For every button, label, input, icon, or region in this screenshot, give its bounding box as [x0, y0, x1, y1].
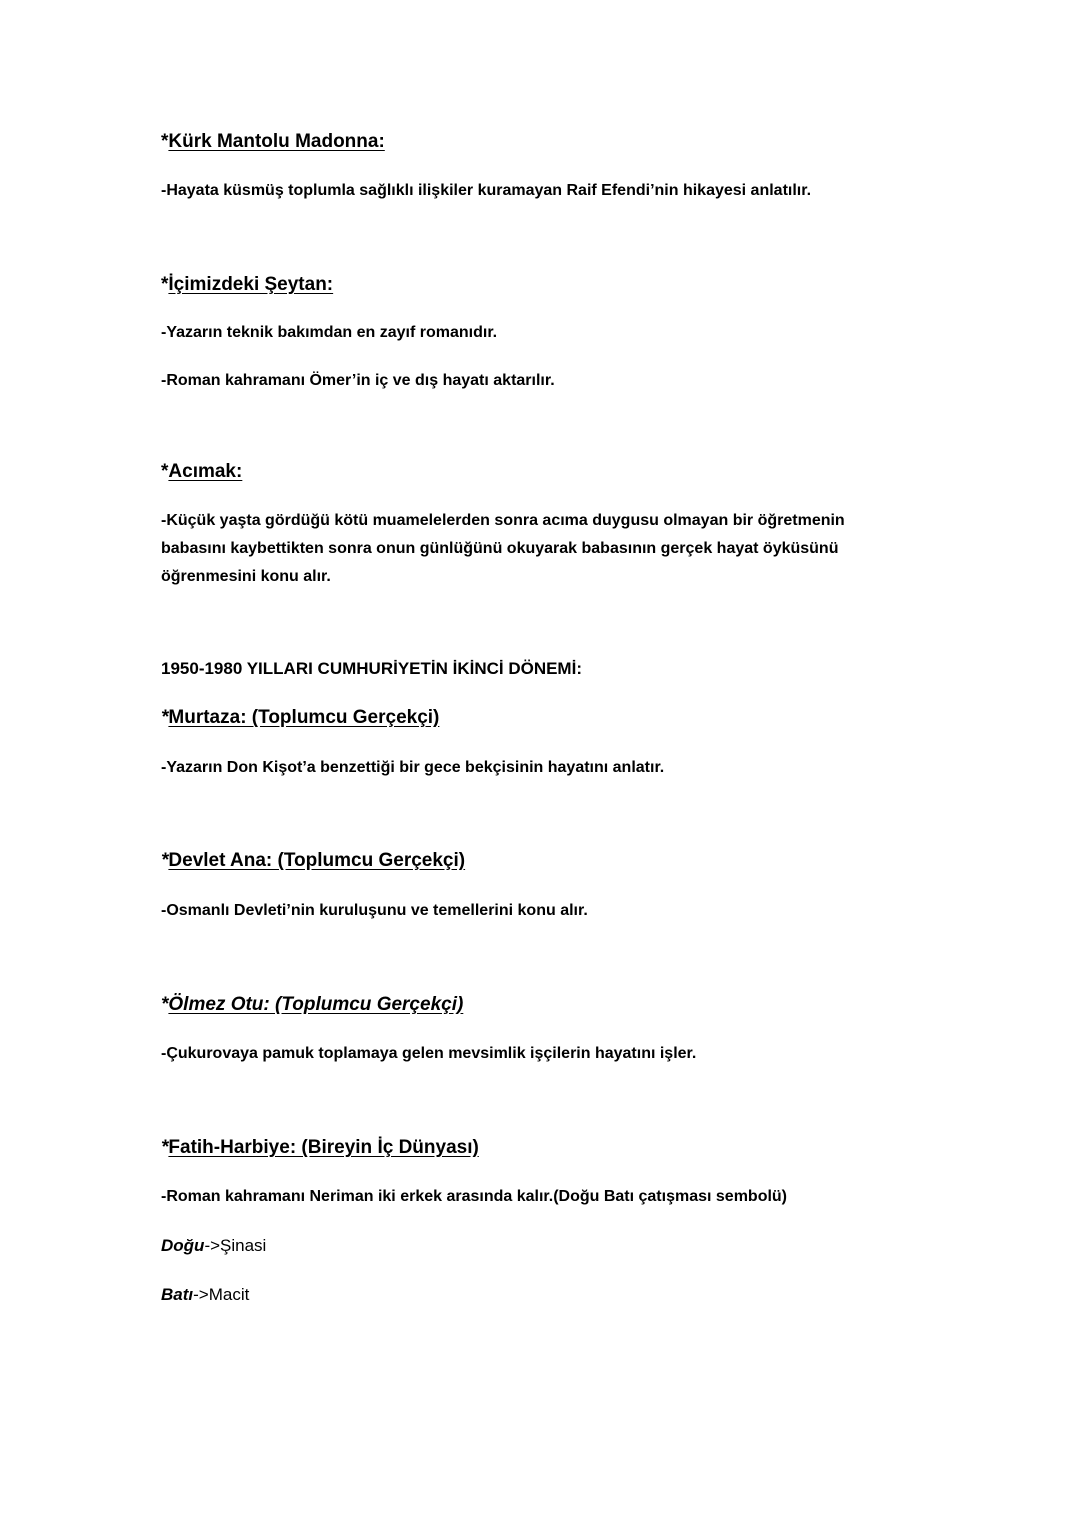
pair-arrow: ->	[193, 1285, 209, 1304]
heading-bullet: *	[161, 850, 169, 871]
novel-description-line: -Yazarın Don Kişot’a benzettiği bir gece bekçisinin hayatını anlatır.	[161, 759, 665, 776]
novel-heading-kurk-mantolu-madonna	[161, 132, 385, 151]
novel-heading-acimak	[161, 462, 242, 481]
pair-value: Macit	[208, 1285, 250, 1304]
character-pair-bati	[161, 1286, 249, 1303]
heading-title: Murtaza: (Toplumcu Gerçekçi)	[168, 707, 440, 728]
heading-bullet: *	[161, 707, 169, 728]
heading-title: Kürk Mantolu Madonna:	[168, 131, 385, 152]
pair-key: Doğu	[161, 1236, 205, 1255]
heading-bullet: *	[161, 461, 169, 482]
novel-heading-murtaza	[161, 708, 439, 727]
novel-heading-icimizdeki-seytan	[161, 275, 333, 294]
pair-value: Şinasi	[220, 1236, 267, 1255]
heading-title: İçimizdeki Şeytan:	[168, 274, 334, 295]
novel-heading-olmez-otu	[161, 995, 463, 1014]
heading-bullet: *	[161, 131, 169, 152]
novel-description-line: -Osmanlı Devleti’nin kuruluşunu ve temellerini konu alır.	[161, 902, 588, 919]
novel-description-line: -Çukurovaya pamuk toplamaya gelen mevsimlik işçilerin hayatını işler.	[161, 1045, 697, 1062]
character-pair-dogu	[161, 1237, 266, 1254]
novel-description-line: babasını kaybettikten sonra onun günlüğünü okuyarak babasının gerçek hayat öyküsünü	[161, 540, 839, 557]
novel-description-line: öğrenmesini konu alır.	[161, 568, 331, 585]
section-heading: 1950-1980 YILLARI CUMHURİYETİN İKİNCİ DÖNEMİ:	[161, 659, 582, 678]
novel-description-line: -Yazarın teknik bakımdan en zayıf romanıdır.	[161, 324, 498, 341]
novel-heading-fatih-harbiye	[161, 1138, 479, 1157]
pair-key: Batı	[161, 1285, 194, 1304]
heading-title: Devlet Ana: (Toplumcu Gerçekçi)	[168, 850, 466, 871]
pair-arrow: ->	[204, 1236, 221, 1255]
heading-title: Fatih-Harbiye: (Bireyin İç Dünyası)	[168, 1137, 479, 1158]
heading-title: Acımak:	[168, 461, 243, 482]
novel-heading-devlet-ana	[161, 851, 465, 870]
heading-title: Ölmez Otu: (Toplumcu Gerçekçi)	[168, 994, 464, 1015]
novel-description-line: -Roman kahramanı Neriman iki erkek arasında kalır.(Doğu Batı çatışması sembolü)	[161, 1188, 788, 1205]
novel-description-line: -Roman kahramanı Ömer’in iç ve dış hayatı aktarılır.	[161, 372, 555, 389]
novel-description-line: -Hayata küsmüş toplumla sağlıklı ilişkiler kuramayan Raif Efendi’nin hikayesi anlatılır.	[161, 182, 812, 199]
novel-description-line: -Küçük yaşta gördüğü kötü muamelelerden sonra acıma duygusu olmayan bir öğretmenin	[161, 512, 845, 529]
heading-bullet: *	[161, 274, 169, 295]
heading-bullet: *	[161, 1137, 169, 1158]
heading-bullet: *	[161, 994, 169, 1015]
